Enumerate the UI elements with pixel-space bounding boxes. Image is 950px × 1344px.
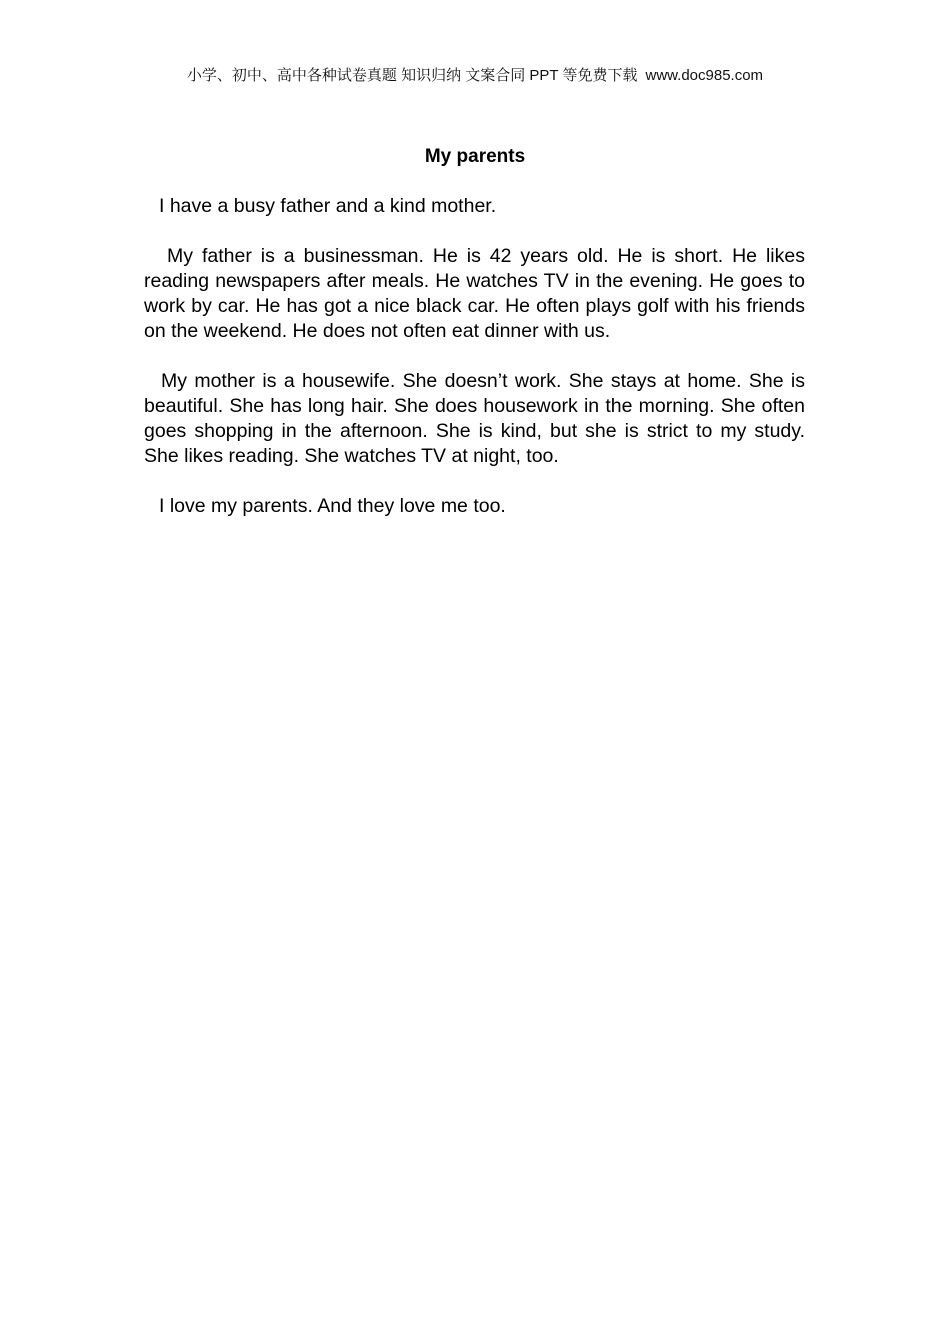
- paragraph-mother: My mother is a housewife. She doesn’t work. She stays at home. She is beautiful. She has long hair. She does housework in the morning. She often goes shopping in the afternoon. She is kind, but she is strict to my study. She likes reading. She watches TV at night, too.: [144, 370, 805, 467]
- paragraph-father: My father is a businessman. He is 42 years old. He is short. He likes reading newspapers after meals. He watches TV in the evening. He goes to work by car. He has got a nice black car. He often plays golf with his friends on the weekend. He does not often eat dinner with us.: [144, 245, 805, 342]
- header-site-link[interactable]: www.doc985.com: [645, 67, 764, 84]
- document-title: My parents: [424, 146, 526, 167]
- header-text: 小学、初中、高中各种试卷真题 知识归纳 文案合同 PPT 等免费下载: [186, 67, 638, 84]
- paragraph-intro: I have a busy father and a kind mother.: [159, 195, 497, 217]
- page-header: [0, 64, 950, 88]
- document-body: [144, 194, 805, 544]
- paragraph-conclusion: I love my parents. And they love me too.: [159, 495, 506, 517]
